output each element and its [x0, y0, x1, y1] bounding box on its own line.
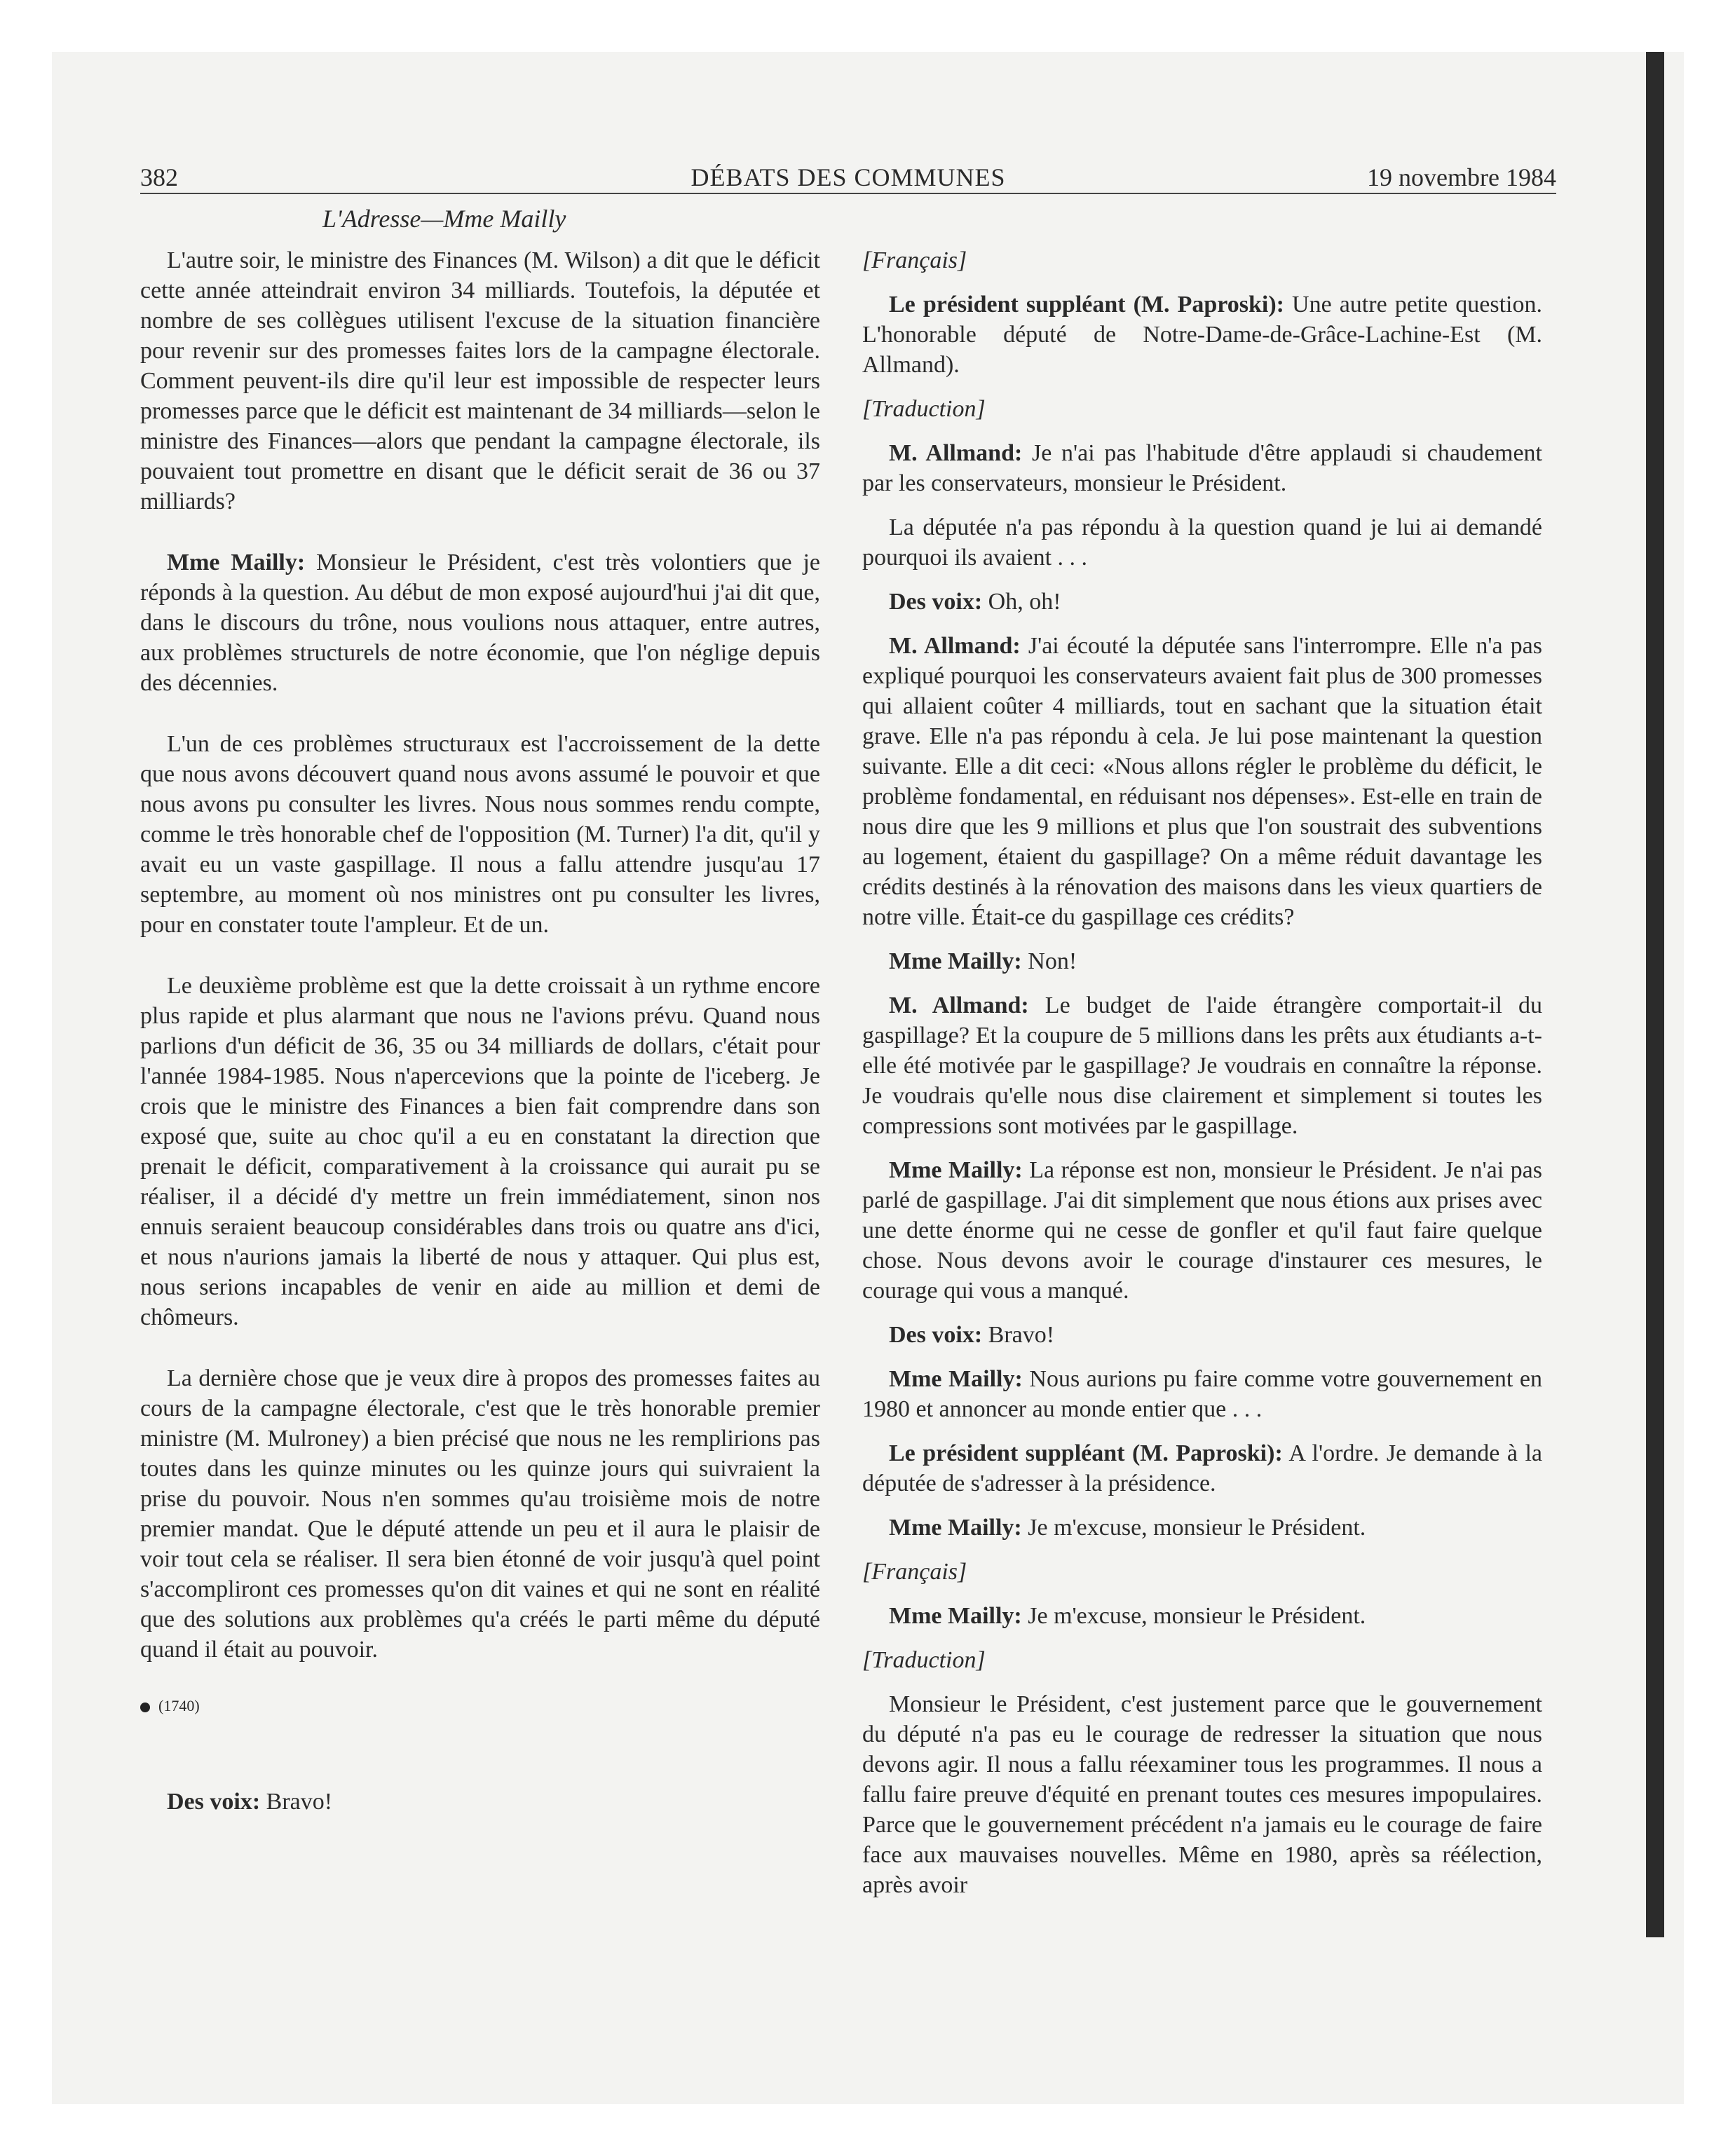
paragraph-text: Je n'ai pas l'habitude d'être applaudi si chaudement par les conservateurs, monsieur le Président.: [862, 440, 1542, 496]
paragraph: [862, 587, 1542, 617]
scan-edge-bar: [1646, 52, 1664, 1937]
speaker-name: Mme Mailly:: [167, 550, 306, 575]
paragraph-text: A l'ordre. Je demande à la députée de s'adresser à la présidence.: [862, 1440, 1542, 1496]
page-header: [140, 161, 1556, 193]
speaker-name: Le président suppléant (M. Paproski):: [889, 292, 1284, 318]
paragraph-text: Non!: [1021, 948, 1077, 974]
paragraph-text: Le budget de l'aide étrangère comportait-il du gaspillage? Et la coupure de 5 millions dans les prêts aux étudiants a-t-elle été motivée par le gaspillage? Je voudrais en connaître la réponse. Je voudrais qu'elle nous dise clairement et simplement si toutes les compressions sont motivées par le gaspillage.: [862, 992, 1542, 1139]
paragraph: [862, 1438, 1542, 1499]
page-date: 19 novembre 1984: [1367, 163, 1556, 191]
paragraph: [862, 631, 1542, 932]
publication-title: DÉBATS DES COMMUNES: [690, 163, 1006, 191]
left-column: [140, 245, 820, 1817]
paragraph: L'autre soir, le ministre des Finances (M. Wilson) a dit que le déficit cette année atteindrait environ 34 milliards. Toutefois, la députée et nombre de ses collègues utilisent l'excuse de la situation financière pour revenir sur des promesses faites lors de la campagne électorale. Comment peuvent-ils dire qu'il leur est impossible de respecter leurs promesses parce que le déficit est maintenant de 34 milliards—selon le ministre des Finances—alors que pendant la campagne électorale, ils pouvaient tout promettre en disant que le déficit serait de 36 ou 37 milliards?: [140, 247, 820, 514]
paragraph: [862, 438, 1542, 498]
speaker-name: Des voix:: [889, 589, 983, 615]
section-subheading: L'Adresse—Mme Mailly: [322, 205, 566, 233]
paragraph: Le deuxième problème est que la dette croissait à un rythme encore plus rapide et plus alarmant que nous ne l'avions prévu. Quand nous parlions d'un déficit de 36, 35 ou 34 milliards de dollars, c'était pour l'année 1984-1985. Nous n'apercevions que la pointe de l'iceberg. Je crois que le ministre des Finances a bien fait comprendre dans son exposé que, suite au choc qu'il a eu en constatant la direction que prenait le déficit, comparativement à la croissance qui aurait pu se réaliser, il a décidé d'y mettre un frein immédiatement, sinon nos ennuis seraient beaucoup considérables dans trois ou quatre ans d'ici, et nous n'aurions jamais la liberté de nous y attaquer. Qui plus est, nous serions incapables de venir en aide au million et demi de chômeurs.: [140, 973, 820, 1330]
paragraph-text: Je m'excuse, monsieur le Président.: [1021, 1603, 1366, 1629]
bullet-icon: [140, 1703, 150, 1712]
speaker-name: Mme Mailly:: [889, 948, 1022, 974]
paragraph-text: J'ai écouté la députée sans l'interrompre. Elle n'a pas expliqué pourquoi les conservateurs avaient fait plus de 300 promesses qui allaient coûter 4 milliards, tout en sachant que la situation était grave. Elle n'a pas répondu à cela. Je lui pose maintenant la question suivante. Elle a dit ceci: «Nous allons régler le problème du déficit, le problème fondamental, en réduisant nos dépenses». Est-elle en train de nous dire que les 9 millions et plus que l'on soustrait des subventions au logement, étaient du gaspillage? On a même réduit davantage les crédits destinés à la rénovation des maisons dans les vieux quartiers de notre ville. Était-ce du gaspillage ces crédits?: [862, 633, 1542, 930]
speaker-name: Des voix:: [889, 1322, 983, 1348]
paragraph: L'un de ces problèmes structuraux est l'accroissement de la dette que nous avons découvert quand nous avons assumé le pouvoir et que nous avons pu consulter les livres. Nous nous sommes rendu compte, comme le très honorable chef de l'opposition (M. Turner) l'a dit, qu'il y avait eu un vaste gaspillage. Il nous a fallu attendre jusqu'au 17 septembre, au moment où nos ministres ont pu consulter les livres, pour en constater toute l'ampleur. Et de un.: [140, 731, 820, 938]
paragraph-text: Je m'excuse, monsieur le Président.: [1021, 1515, 1366, 1541]
speaker-name: Mme Mailly:: [889, 1366, 1023, 1392]
language-note: [Français]: [862, 247, 967, 273]
paragraph: [140, 1787, 820, 1817]
page-number: 382: [140, 163, 178, 191]
paragraph: La dernière chose que je veux dire à propos des promesses faites au cours de la campagne électorale, c'est que le très honorable premier ministre (M. Mulroney) a bien précisé que nous ne les remplirions pas toutes dans les quinze minutes ou les quinze jours qui suivraient la prise du pouvoir. Nous n'en sommes qu'au troisième mois de notre premier mandat. Que le député attende un peu et il aura le plaisir de voir tout cela se réaliser. Il sera bien étonné de voir jusqu'à quel point s'accompliront ces promesses qu'on dit vaines et qui ne sont en réalité que des solutions aux problèmes qu'a créés le parti même du député quand il était au pouvoir.: [140, 1365, 820, 1663]
paragraph: Monsieur le Président, c'est justement parce que le gouvernement du député n'a pas eu le courage de redresser la situation que nous devons agir. Il nous a fallu réexaminer tous les programmes. Il nous a fallu faire preuve d'équité en prenant toutes ces mesures impopulaires. Parce que le gouvernement précédent n'a jamais eu le courage de faire face aux mauvaises nouvelles. Même en 1980, après sa réélection, après avoir: [862, 1691, 1542, 1898]
paragraph: [862, 1601, 1542, 1631]
paragraph: [862, 289, 1542, 380]
paragraph-text: Bravo!: [260, 1789, 333, 1815]
paragraph-text: La réponse est non, monsieur le Président. Je n'ai pas parlé de gaspillage. J'ai dit simplement que nous étions aux prises avec une dette énorme qui ne cesse de gonfler et qu'il faut faire quelque chose. Nous devons avoir le courage d'instaurer ces mesures, le courage qui vous a manqué.: [862, 1157, 1542, 1304]
paragraph-text: Une autre petite question. L'honorable député de Notre-Dame-de-Grâce-Lachine-Est (M. Allmand).: [862, 292, 1542, 378]
header-rule: [140, 193, 1556, 194]
language-note: [Français]: [862, 1559, 967, 1585]
speaker-name: M. Allmand:: [889, 440, 1023, 466]
paragraph-text: Nous aurions pu faire comme votre gouvernement en 1980 et annoncer au monde entier que . . .: [862, 1366, 1542, 1422]
language-note: [Traduction]: [862, 1647, 986, 1673]
speaker-name: Mme Mailly:: [889, 1515, 1022, 1541]
paragraph: [140, 547, 820, 698]
speaker-name: M. Allmand:: [889, 633, 1021, 659]
language-note: [Traduction]: [862, 396, 986, 422]
speaker-name: Le président suppléant (M. Paproski):: [889, 1440, 1283, 1466]
speaker-name: M. Allmand:: [889, 992, 1029, 1018]
paragraph-text: Monsieur le Président, c'est très volontiers que je réponds à la question. Au début de mon exposé aujourd'hui j'ai dit que, dans le discours du trône, nous voulions nous attaquer, entre autres, aux problèmes structurels de notre économie, que l'on néglige depuis des décennies.: [140, 550, 820, 696]
paragraph: [862, 946, 1542, 976]
time-marker-text: (1740): [158, 1697, 200, 1714]
paragraph-text: Oh, oh!: [982, 589, 1061, 615]
speaker-name: Des voix:: [167, 1789, 261, 1815]
paragraph: [862, 990, 1542, 1141]
speaker-name: Mme Mailly:: [889, 1157, 1023, 1183]
paragraph: La députée n'a pas répondu à la question quand je lui ai demandé pourquoi ils avaient . . .: [862, 514, 1542, 571]
speaker-name: Mme Mailly:: [889, 1603, 1022, 1629]
paragraph: [862, 1364, 1542, 1424]
time-marker: [140, 1696, 820, 1717]
paragraph: [862, 1513, 1542, 1543]
paragraph: [862, 1320, 1542, 1350]
paragraph-text: Bravo!: [982, 1322, 1055, 1348]
right-column: [862, 245, 1542, 1900]
paragraph: [862, 1155, 1542, 1306]
